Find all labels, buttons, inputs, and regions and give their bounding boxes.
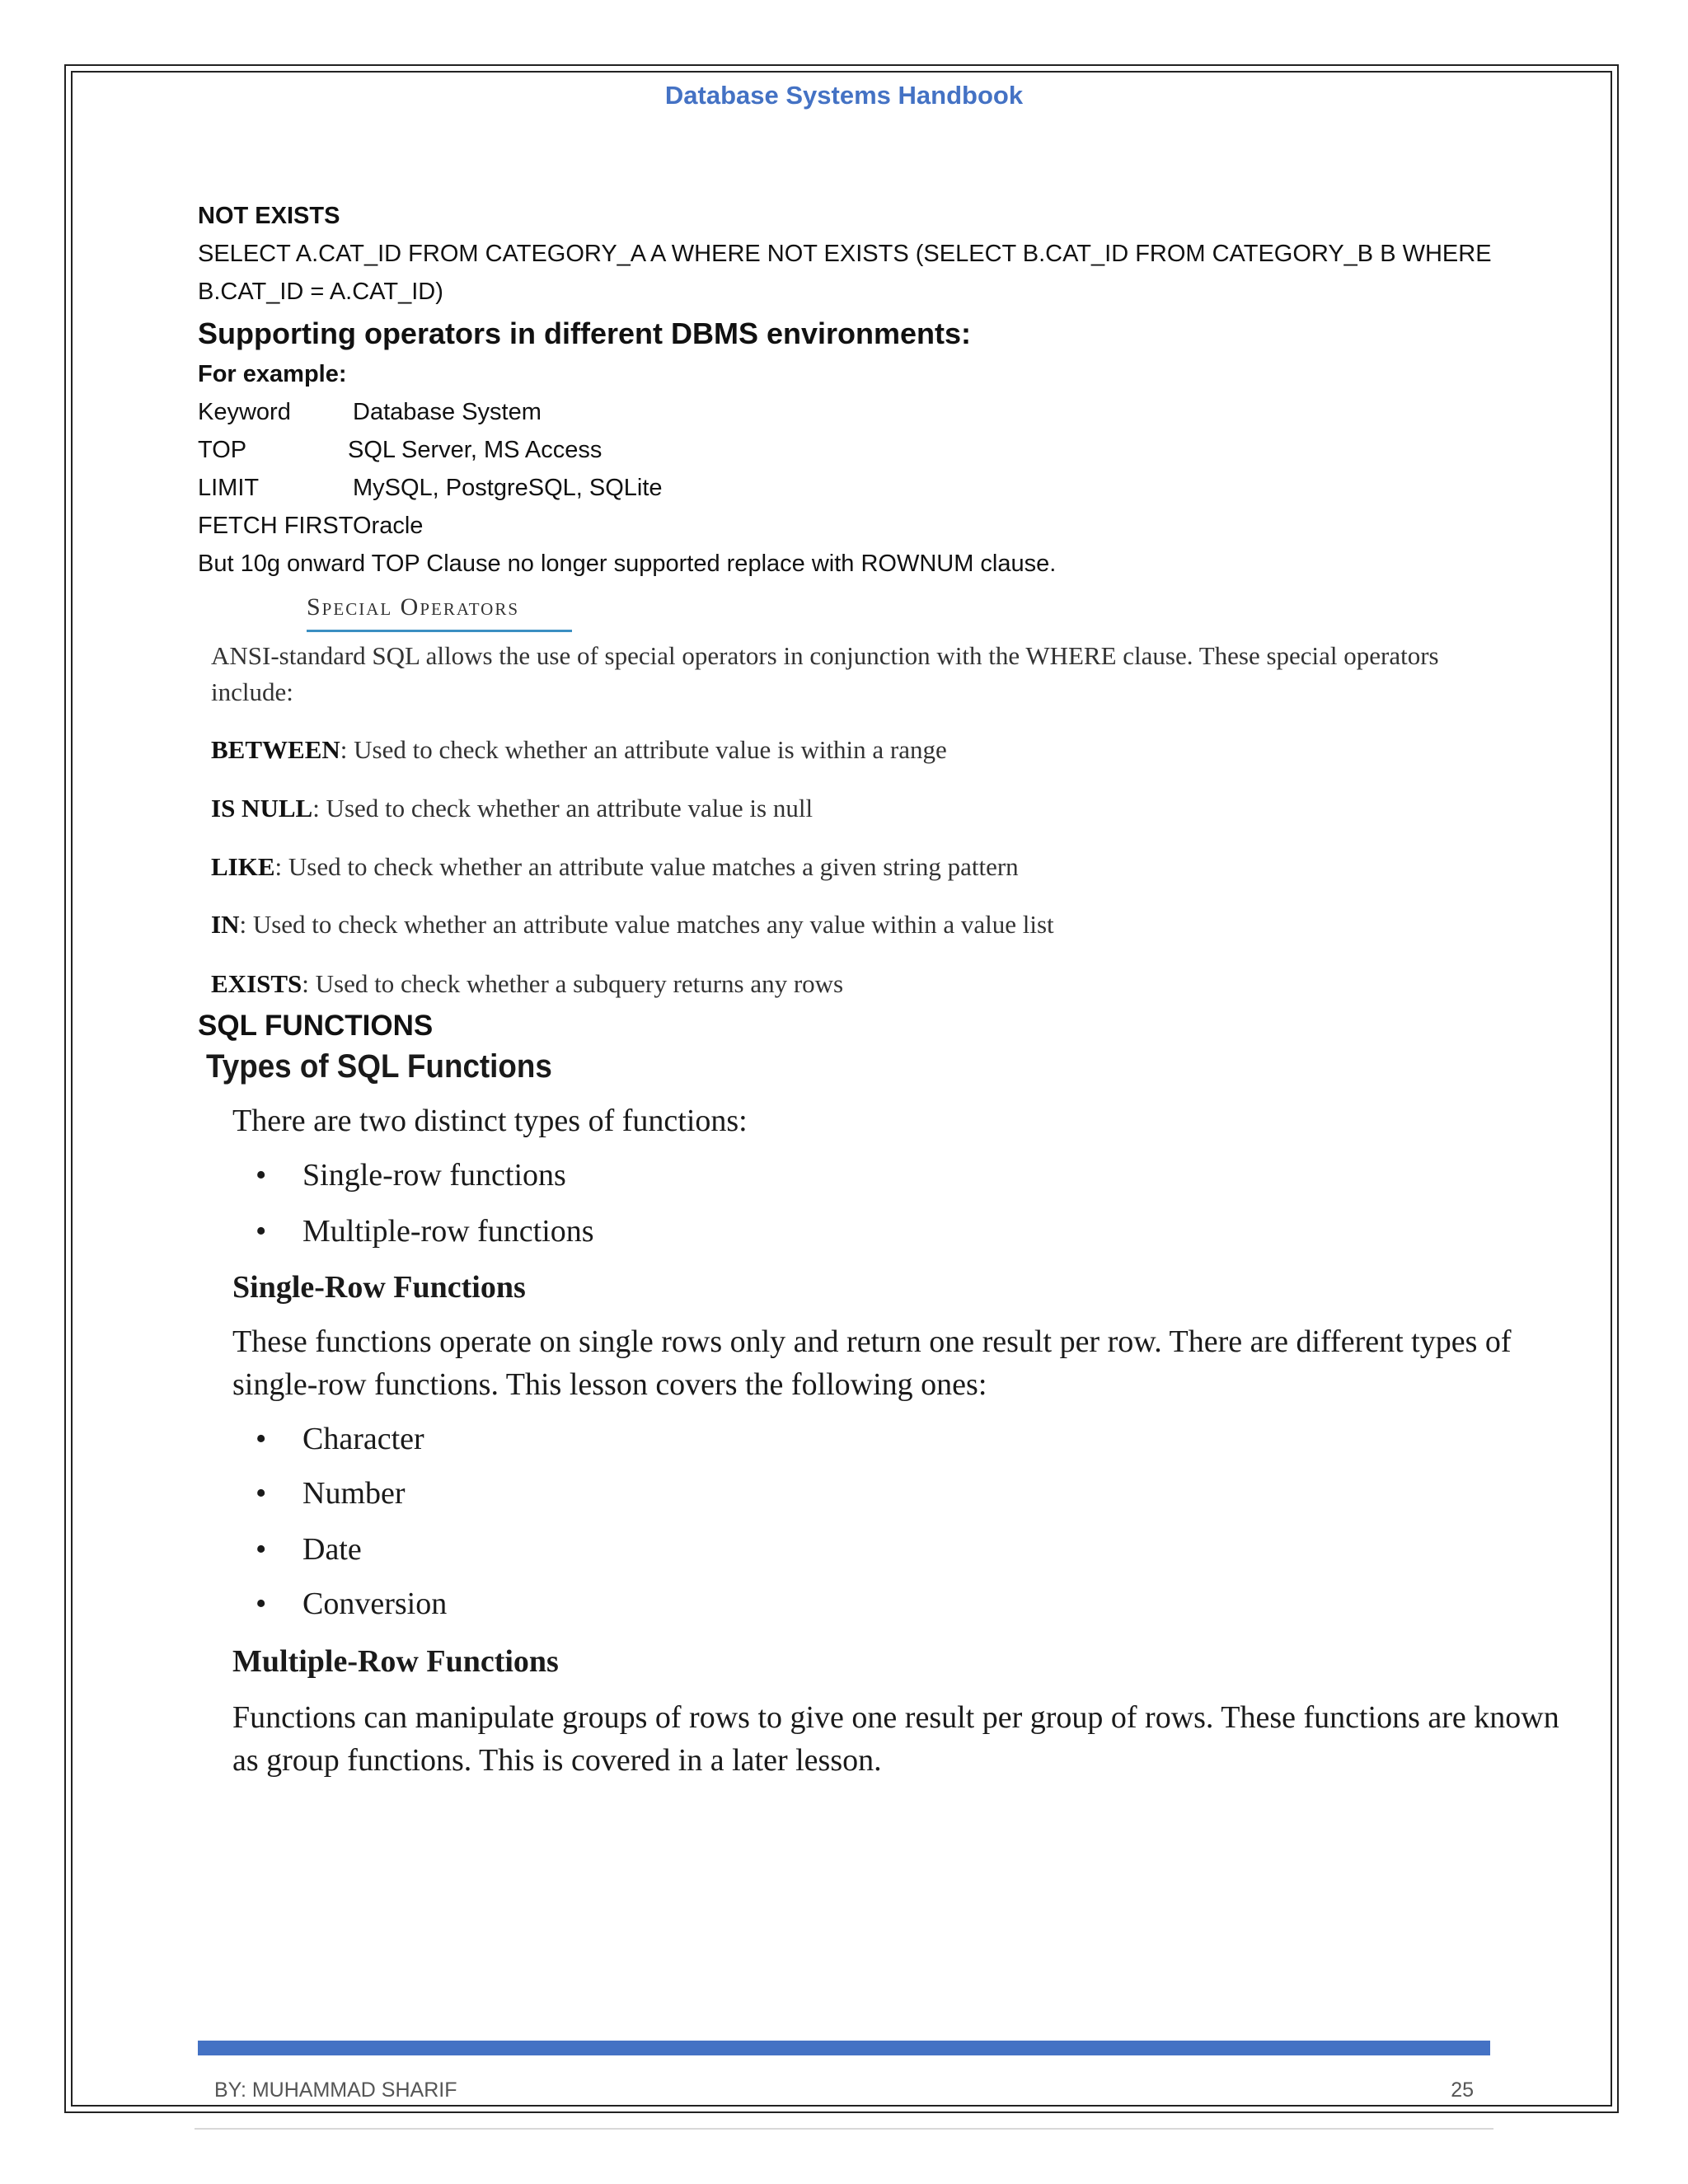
for-example-label: For example:: [198, 361, 347, 387]
single-row-desc-line2: single-row functions. This lesson covers the following ones:: [232, 1367, 987, 1402]
operator-is-null: [211, 794, 813, 823]
operator-term: EXISTS: [211, 969, 302, 998]
special-operators-intro-line1: ANSI-standard SQL allows the use of special operators in conjunction with the WHERE clause. These special operators: [211, 641, 1439, 670]
types-of-sql-functions-heading: Types of SQL Functions: [206, 1048, 552, 1085]
operator-like: [211, 852, 1019, 882]
bullet-icon: •: [256, 1214, 267, 1249]
operator-between: [211, 735, 947, 765]
dbms-keyword-top: TOP: [198, 437, 247, 463]
list-item: Number: [302, 1476, 406, 1511]
special-operators-title: Special Operators: [307, 593, 520, 621]
not-exists-query-line1: SELECT A.CAT_ID FROM CATEGORY_A A WHERE NOT EXISTS (SELECT B.CAT_ID FROM CATEGORY_B B WHERE: [198, 241, 1492, 267]
single-row-desc-line1: These functions operate on single rows only and return one result per row. There are different types of: [232, 1324, 1512, 1359]
sql-functions-heading: SQL FUNCTIONS: [198, 1010, 434, 1042]
not-exists-query-line2: B.CAT_ID = A.CAT_ID): [198, 279, 443, 305]
dbms-heading: Supporting operators in different DBMS environments:: [198, 316, 972, 350]
dbms-system-top: SQL Server, MS Access: [348, 437, 603, 463]
bullet-icon: •: [256, 1422, 267, 1456]
operator-exists: [211, 969, 843, 999]
dbms-system-header: Database System: [353, 399, 542, 425]
operator-in: [211, 910, 1054, 940]
dbms-keyword-limit: LIMIT: [198, 475, 260, 501]
operator-desc: : Used to check whether a subquery returns any rows: [302, 969, 844, 998]
multiple-row-desc-line1: Functions can manipulate groups of rows to give one result per group of rows. These functions are known: [232, 1700, 1559, 1735]
operator-term: LIKE: [211, 852, 275, 881]
operator-desc: : Used to check whether an attribute value matches a given string pattern: [274, 852, 1019, 881]
dbms-system-fetch-first: Oracle: [353, 513, 424, 539]
footer-author: BY: MUHAMMAD SHARIF: [214, 2079, 457, 2102]
list-item: Single-row functions: [302, 1158, 566, 1193]
dbms-note: But 10g onward TOP Clause no longer supported replace with ROWNUM clause.: [198, 551, 1057, 577]
types-intro: There are two distinct types of functions:: [232, 1104, 748, 1138]
bullet-icon: •: [256, 1158, 267, 1193]
operator-desc: : Used to check whether an attribute value matches any value within a value list: [239, 910, 1054, 939]
single-row-heading: Single-Row Functions: [232, 1270, 526, 1305]
multiple-row-desc-line2: as group functions. This is covered in a later lesson.: [232, 1743, 882, 1778]
operator-term: BETWEEN: [211, 735, 340, 764]
list-item: Multiple-row functions: [302, 1214, 594, 1249]
dbms-keyword-header: Keyword: [198, 399, 291, 425]
dbms-system-limit: MySQL, PostgreSQL, SQLite: [353, 475, 663, 501]
bottom-rule: [195, 2128, 1493, 2130]
operator-desc: : Used to check whether an attribute value is null: [312, 794, 814, 823]
special-operators-intro-line2: include:: [211, 677, 293, 706]
operator-desc: : Used to check whether an attribute value is within a range: [340, 735, 947, 764]
bullet-icon: •: [256, 1532, 267, 1567]
list-item: Conversion: [302, 1586, 448, 1621]
list-item: Date: [302, 1532, 362, 1567]
operator-term: IS NULL: [211, 794, 313, 823]
running-header: Database Systems Handbook: [664, 81, 1024, 110]
bullet-icon: •: [256, 1476, 267, 1511]
operator-term: IN: [211, 910, 240, 939]
list-item: Character: [302, 1422, 424, 1456]
footer-bar: [198, 2041, 1490, 2055]
dbms-keyword-fetch-first: FETCH FIRST: [198, 513, 354, 539]
multiple-row-heading: Multiple-Row Functions: [232, 1644, 559, 1679]
not-exists-heading: NOT EXISTS: [198, 203, 340, 229]
special-operators-underline: [307, 630, 572, 632]
bullet-icon: •: [256, 1586, 267, 1621]
page-number: 25: [1451, 2079, 1474, 2102]
